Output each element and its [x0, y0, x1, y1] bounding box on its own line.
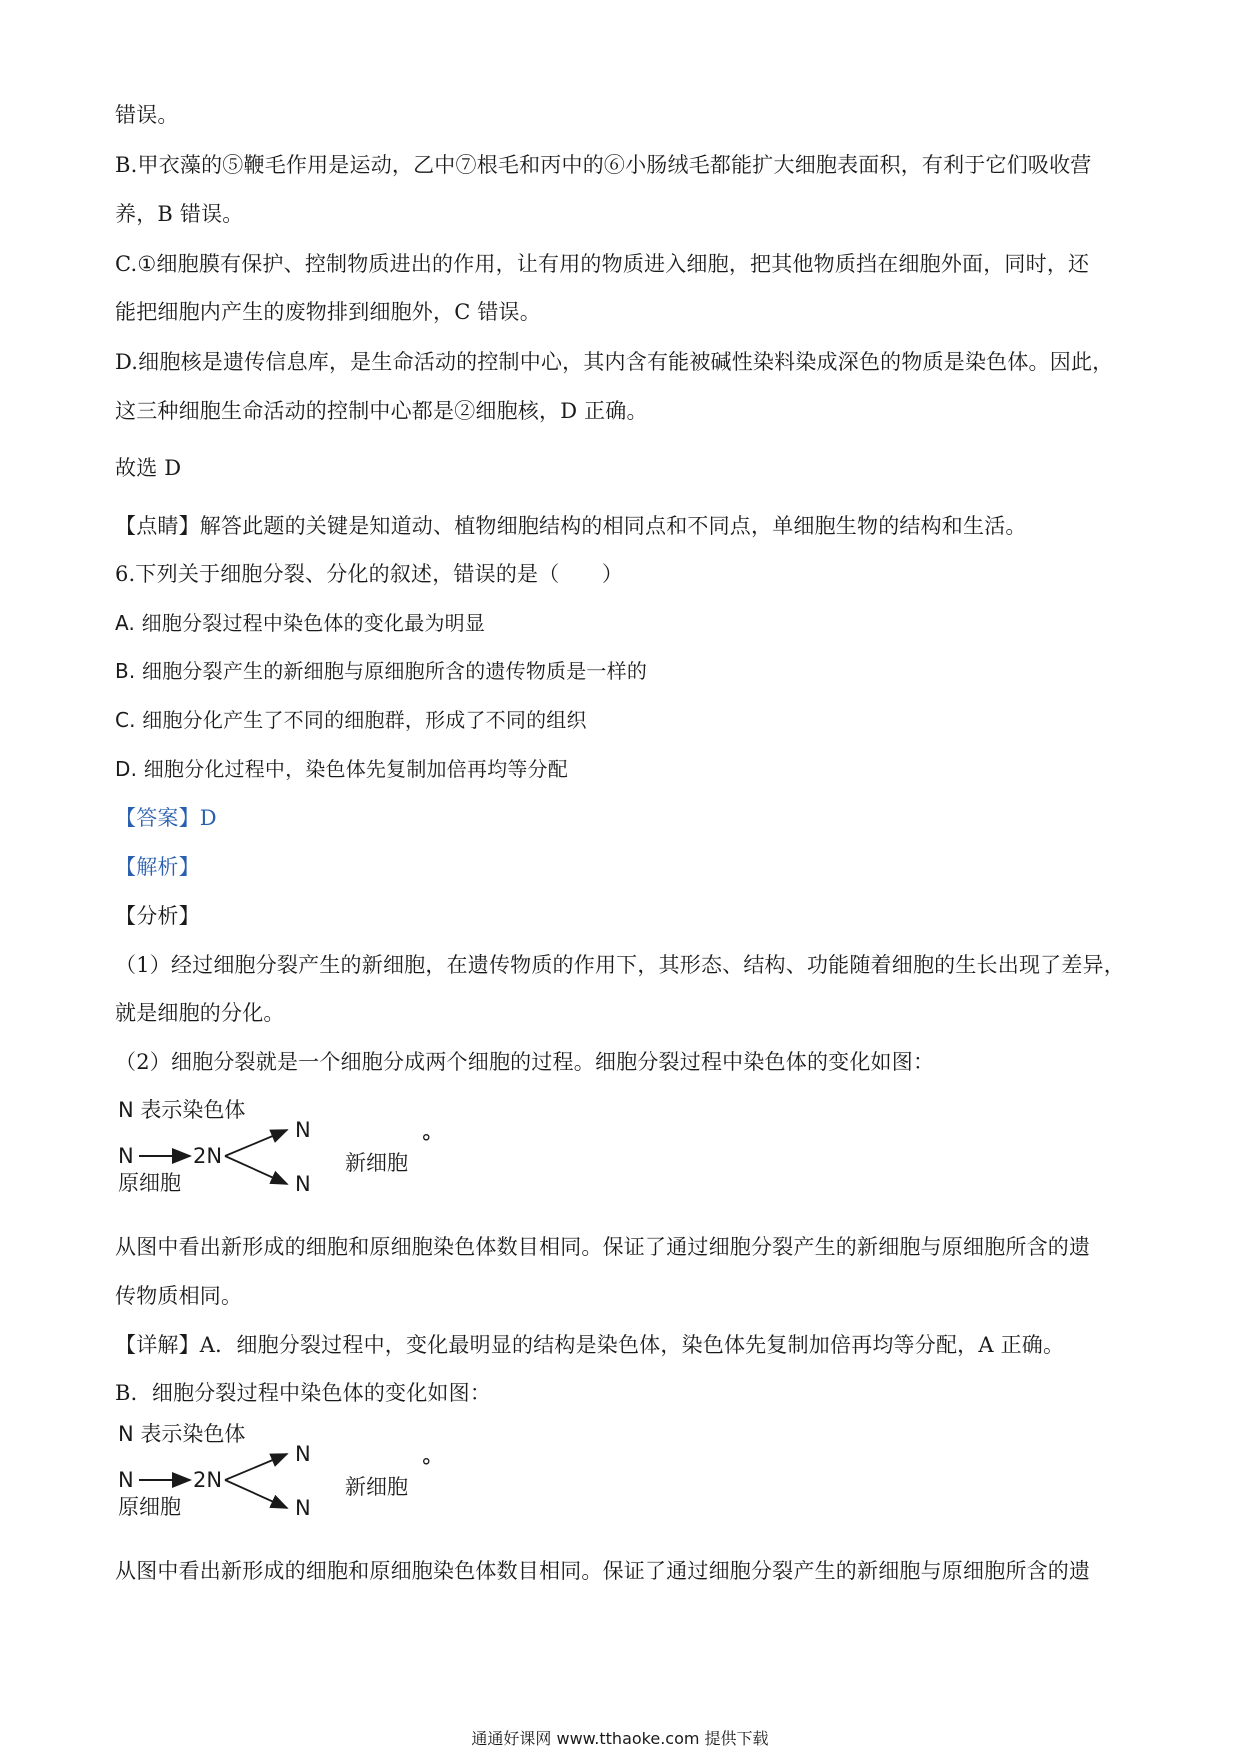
text-line: 能把细胞内产生的废物排到细胞外，C 错误。 [115, 300, 541, 324]
text-line: 从图中看出新形成的细胞和原细胞染色体数目相同。保证了通过细胞分裂产生的新细胞与原细胞所含的遗 [115, 1559, 1091, 1583]
diagram-bottom-n: N [295, 1172, 311, 1196]
text-line: 就是细胞的分化。 [115, 1001, 285, 1025]
text-line: C.①细胞膜有保护、控制物质进出的作用，让有用的物质进入细胞，把其他物质挡在细胞外面，同时，还 [115, 252, 1090, 276]
diagram-new-label: 新细胞 [345, 1475, 408, 1499]
option-a: A. 细胞分裂过程中染色体的变化最为明显 [115, 611, 486, 635]
chromosome-division-diagram [115, 1414, 455, 1526]
text-line: 这三种细胞生命活动的控制中心都是②细胞核，D 正确。 [115, 399, 648, 423]
question-stem: 6.下列关于细胞分裂、分化的叙述，错误的是（ ） [115, 562, 624, 586]
detail-b: B．细胞分裂过程中染色体的变化如图： [115, 1381, 492, 1405]
diagram-start-n: N [118, 1144, 134, 1168]
diagram-mark: ° [421, 1131, 432, 1155]
chromosome-division-diagram [115, 1090, 455, 1202]
arrow-icon [225, 1130, 287, 1156]
text-line: （1）经过细胞分裂产生的新细胞，在遗传物质的作用下，其形态、结构、功能随着细胞的生长出现了差异， [115, 953, 1125, 977]
diagram-origin-label: 原细胞 [118, 1171, 181, 1195]
diagram-2n: 2N [193, 1144, 223, 1168]
diagram-origin-label: 原细胞 [118, 1495, 181, 1519]
diagram-top-n: N [295, 1442, 311, 1466]
text-line: 故选 D [115, 456, 182, 480]
diagram-top-n: N [295, 1118, 311, 1142]
detail-a: 【详解】A．细胞分裂过程中，变化最明显的结构是染色体，染色体先复制加倍再均等分配，A 正确。 [115, 1333, 1065, 1357]
option-b: B. 细胞分裂产生的新细胞与原细胞所含的遗传物质是一样的 [115, 659, 648, 683]
arrow-icon [225, 1454, 287, 1480]
text-line: 传物质相同。 [115, 1284, 243, 1308]
option-d: D. 细胞分化过程中，染色体先复制加倍再均等分配 [115, 757, 568, 781]
diagram-legend: N 表示染色体 [118, 1422, 246, 1446]
analysis-heading: 【分析】 [115, 904, 200, 928]
answer-heading: 【答案】D [115, 806, 217, 830]
arrow-icon [225, 1156, 287, 1184]
key-point-note: 【点睛】解答此题的关键是知道动、植物细胞结构的相同点和不同点，单细胞生物的结构和生活。 [115, 514, 1027, 538]
text-line: B.甲衣藻的⑤鞭毛作用是运动，乙中⑦根毛和丙中的⑥小肠绒毛都能扩大细胞表面积，有利于它们吸收营 [115, 153, 1092, 177]
diagram-mark: ° [421, 1455, 432, 1479]
option-c: C. 细胞分化产生了不同的细胞群，形成了不同的组织 [115, 708, 587, 732]
page-footer: 通通好课网 www.tthaoke.com 提供下载 [471, 1729, 769, 1748]
diagram-2n: 2N [193, 1468, 223, 1492]
text-line: 从图中看出新形成的细胞和原细胞染色体数目相同。保证了通过细胞分裂产生的新细胞与原细胞所含的遗 [115, 1235, 1091, 1259]
diagram-new-label: 新细胞 [345, 1151, 408, 1175]
arrow-icon [225, 1480, 287, 1508]
text-line: D.细胞核是遗传信息库，是生命活动的控制中心，其内含有能被碱性染料染成深色的物质是染色体。因此， [115, 350, 1114, 374]
text-line: 养，B 错误。 [115, 202, 244, 226]
text-line: （2）细胞分裂就是一个细胞分成两个细胞的过程。细胞分裂过程中染色体的变化如图： [115, 1050, 935, 1074]
diagram-bottom-n: N [295, 1496, 311, 1520]
diagram-start-n: N [118, 1468, 134, 1492]
text-line: 错误。 [115, 103, 179, 127]
diagram-legend: N 表示染色体 [118, 1098, 246, 1122]
explanation-heading: 【解析】 [115, 855, 200, 879]
